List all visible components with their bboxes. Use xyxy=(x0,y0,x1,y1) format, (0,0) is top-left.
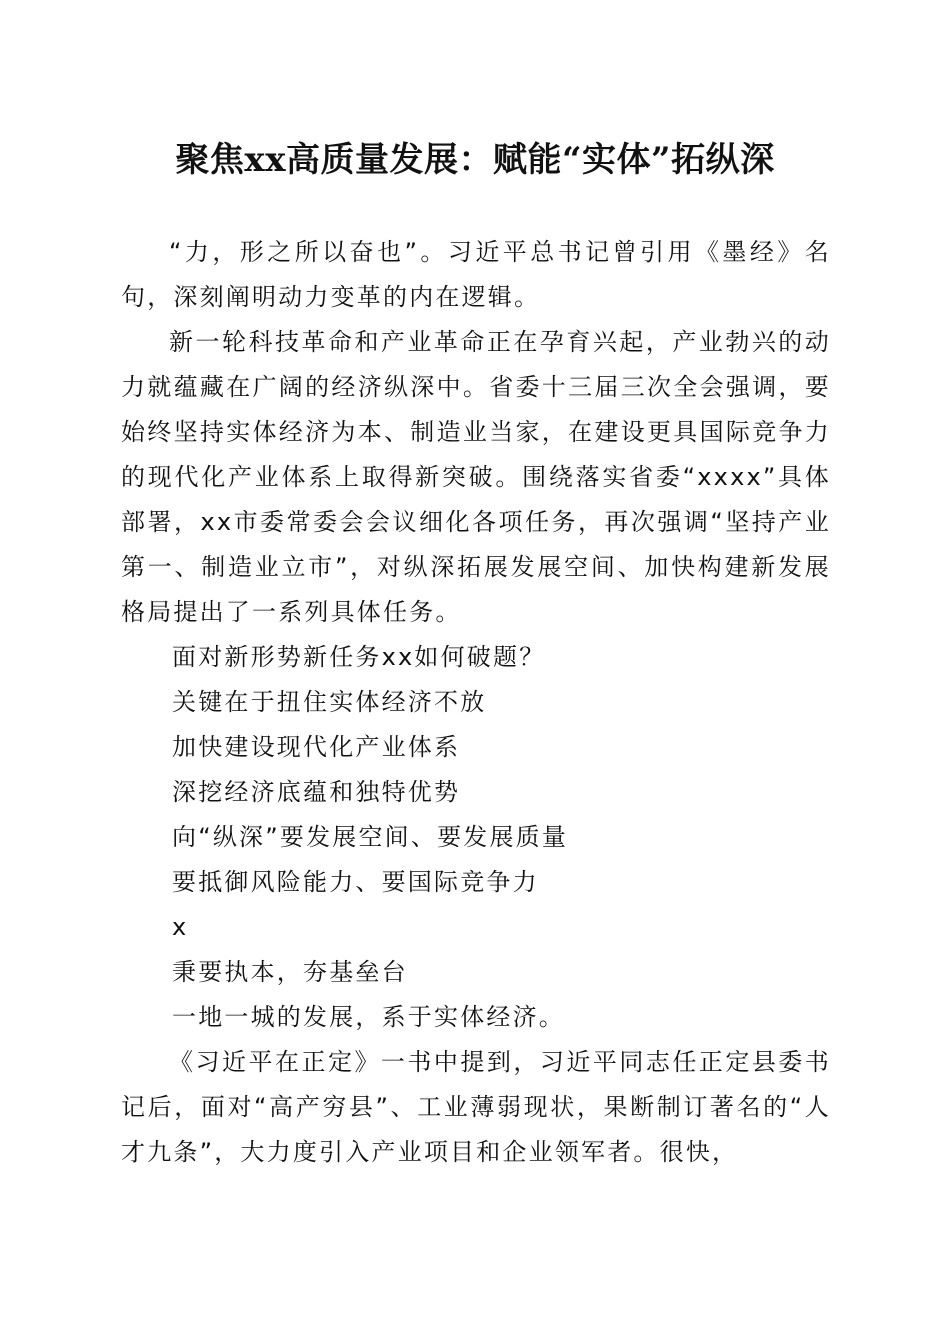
line-development-space: 向“纵深”要发展空间、要发展质量 xyxy=(172,823,569,851)
paragraph-industrial-revolution: 新一轮科技革命和产业革命正在孕育兴起，产业勃兴的动力就蕴藏在广阔的经济纵深中。省委十三届三次全会强调，要始终坚持实体经济为本、制造业当家，在建设更具国际竞争力的现代化产业体系上取得新突破。围绕落实省委“xxxx”具体部署，xx市委常委会会议细化各项任务，再次强调“坚持产业第一、制造业立市”，对纵深拓展发展空间、加快构建新发展格局提出了一系列具体任务。 xyxy=(121,328,831,626)
line-modern-industry: 加快建设现代化产业体系 xyxy=(172,733,461,761)
document-body xyxy=(121,230,831,1175)
line-question: 面对新形势新任务xx如何破题？ xyxy=(172,643,546,671)
line-risk-resistance: 要抵御风险能力、要国际竞争力 xyxy=(172,868,539,896)
section-heading: 秉要执本，夯基垒台 xyxy=(172,958,408,986)
line-economic-advantage: 深挖经济底蕴和独特优势 xyxy=(172,778,461,806)
line-key-point: 关键在于扭住实体经济不放 xyxy=(172,688,487,716)
paragraph-quote-intro: “力，形之所以奋也”。习近平总书记曾引用《墨经》名句，深刻阐明动力变革的内在逻辑。 xyxy=(121,238,831,311)
line-section-marker: x xyxy=(172,913,189,941)
document-title: 聚焦xx高质量发展：赋能“实体”拓纵深 xyxy=(175,140,775,180)
paragraph-zhengding: 《习近平在正定》一书中提到，习近平同志任正定县委书记后，面对“高产穷县”、工业薄弱现状，果断制订著名的“人才九条”，大力度引入产业项目和企业领军者。很快， xyxy=(121,1048,831,1166)
line-real-economy: 一地一城的发展，系于实体经济。 xyxy=(172,1003,565,1031)
